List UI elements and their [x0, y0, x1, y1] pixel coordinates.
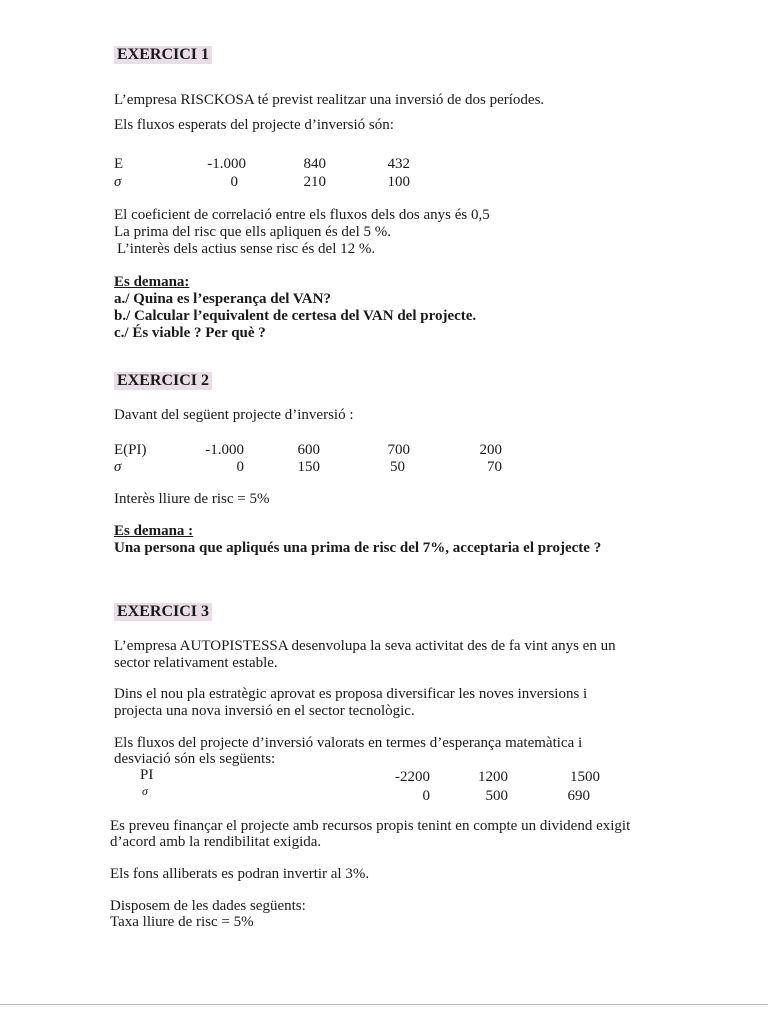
- ex2-question: Una persona que apliqués una prima de risc del 7%, acceptaria el projecte ?: [114, 540, 602, 556]
- ex3-row-e-label: PI: [140, 767, 154, 783]
- ex1-risk-free-rate: L’interès dels actius sense risc és del 12 %.: [117, 241, 376, 257]
- ex2-row-sigma-value-2: 50: [390, 459, 405, 475]
- ex2-row-sigma-value-0: 0: [236, 459, 244, 475]
- ex3-para-1-line-2: sector relativament estable.: [114, 655, 278, 671]
- ex2-row-sigma-value-3: 70: [487, 459, 502, 475]
- ex3-para-1-line-1: L’empresa AUTOPISTESSA desenvolupa la seva activitat des de fa vint anys en un: [114, 638, 616, 654]
- ex1-question-a: a./ Quina es l’esperança del VAN?: [114, 291, 331, 307]
- ex3-row-e-value-1: 1200: [478, 769, 508, 785]
- ex3-para-2-line-1: Dins el nou pla estratègic aprovat es proposa diversificar les noves inversions i: [114, 686, 588, 702]
- ex2-risk-free-rate: Interès lliure de risc = 5%: [114, 491, 270, 507]
- ex2-row-sigma-value-1: 150: [297, 459, 320, 475]
- ex1-correlation: El coeficient de correlació entre els fluxos dels dos anys és 0,5: [114, 207, 490, 223]
- exercise-3-heading: EXERCICI 3: [114, 603, 212, 621]
- ex1-row-e-value-1: 840: [303, 156, 326, 172]
- ex2-row-e-value-3: 200: [479, 442, 502, 458]
- ex3-row-e-value-0: -2200: [395, 769, 430, 785]
- ex3-para-3-line-1: Els fluxos del projecte d’inversió valorats en termes d’esperança matemàtica i: [114, 735, 583, 751]
- ex1-row-e-label: E: [114, 156, 124, 172]
- ex2-row-sigma-label: σ: [114, 459, 122, 475]
- ex3-para-4-line-1: Es preveu finançar el projecte amb recursos propis tenint en compte un dividend exigit: [110, 818, 631, 834]
- ex1-question-b: b./ Calcular l’equivalent de certesa del VAN del projecte.: [114, 308, 477, 324]
- ex3-para-6: Disposem de les dades següents:: [110, 898, 306, 914]
- ex3-para-4-line-2: d’acord amb la rendibilitat exigida.: [110, 834, 322, 850]
- ex3-row-sigma-value-2: 690: [567, 788, 590, 804]
- ex3-para-2-line-2: projecta una nova inversió en el sector tecnològic.: [114, 703, 415, 719]
- exercise-2-intro: Davant del següent projecte d’inversió :: [114, 407, 354, 423]
- ex1-row-e-value-0: -1.000: [207, 156, 246, 172]
- ex3-para-7: Taxa lliure de risc = 5%: [110, 914, 254, 930]
- ex1-ask-heading: Es demana:: [114, 274, 190, 290]
- ex1-row-sigma-value-1: 210: [303, 174, 326, 190]
- exercise-1-flows-intro: Els fluxos esperats del projecte d’inversió són:: [114, 117, 394, 133]
- ex3-para-5: Els fons alliberats es podran invertir al 3%.: [110, 866, 370, 882]
- exercise-1-heading: EXERCICI 1: [114, 46, 212, 64]
- ex2-ask-heading: Es demana :: [114, 523, 194, 539]
- ex2-row-e-value-0: -1.000: [205, 442, 244, 458]
- ex3-row-sigma-value-0: 0: [422, 788, 430, 804]
- ex2-row-e-value-2: 700: [387, 442, 410, 458]
- ex1-row-e-value-2: 432: [387, 156, 410, 172]
- ex1-row-sigma-value-0: 0: [230, 174, 238, 190]
- exercise-2-heading: EXERCICI 2: [114, 372, 212, 390]
- page-bottom-rule: [0, 1004, 768, 1005]
- ex2-row-e-value-1: 600: [297, 442, 320, 458]
- exercise-1-intro: L’empresa RISCKOSA té previst realitzar una inversió de dos períodes.: [114, 92, 545, 108]
- ex3-para-3-line-2: desviació són els següents:: [114, 751, 276, 767]
- ex3-row-sigma-label: σ: [142, 784, 148, 798]
- ex1-question-c: c./ És viable ? Per què ?: [114, 325, 266, 341]
- ex3-row-e-value-2: 1500: [570, 769, 600, 785]
- ex1-row-sigma-label: σ: [114, 174, 122, 190]
- ex3-row-sigma-value-1: 500: [485, 788, 508, 804]
- ex1-row-sigma-value-2: 100: [387, 174, 410, 190]
- ex1-risk-premium: La prima del risc que ells apliquen és del 5 %.: [114, 224, 391, 240]
- ex2-row-e-label: E(PI): [114, 442, 147, 458]
